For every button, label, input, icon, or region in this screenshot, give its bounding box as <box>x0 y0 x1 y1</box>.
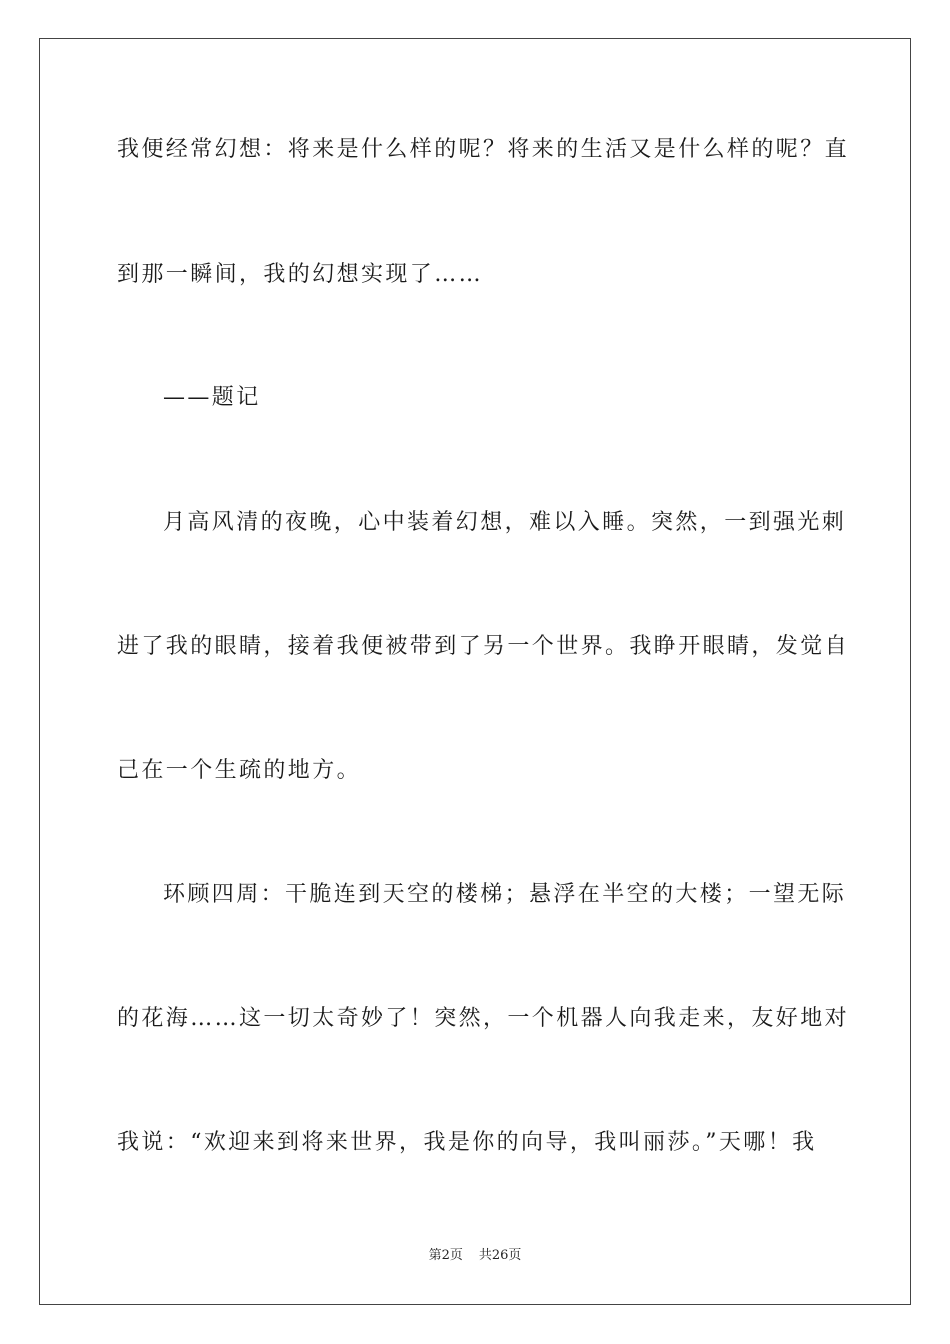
text-line-5: 进了我的眼睛，接着我便被带到了另一个世界。我睁开眼睛，发觉自 <box>117 634 850 659</box>
text-line-4: 月高风清的夜晚，心中装着幻想，难以入睡。突然，一到强光刺 <box>163 510 847 535</box>
text-line-8: 的花海……这一切太奇妙了！突然，一个机器人向我走来，友好地对 <box>117 1006 850 1031</box>
text-line-6: 己在一个生疏的地方。 <box>117 758 362 783</box>
text-line-7: 环顾四周：干脆连到天空的楼梯；悬浮在半空的大楼；一望无际 <box>163 882 847 907</box>
page-total: 共26页 <box>478 1248 522 1263</box>
text-line-1: 我便经常幻想：将来是什么样的呢？将来的生活又是什么样的呢？直 <box>117 137 850 162</box>
text-line-2: 到那一瞬间，我的幻想实现了…… <box>117 262 484 287</box>
text-line-9: 我说：“欢迎来到将来世界，我是你的向导，我叫丽莎。”天哪！我 <box>117 1130 817 1155</box>
page-border <box>39 38 911 1305</box>
inscription-line: ——题记 <box>163 385 261 410</box>
page-footer <box>0 1247 950 1265</box>
page-number: 第2页 <box>428 1248 463 1263</box>
